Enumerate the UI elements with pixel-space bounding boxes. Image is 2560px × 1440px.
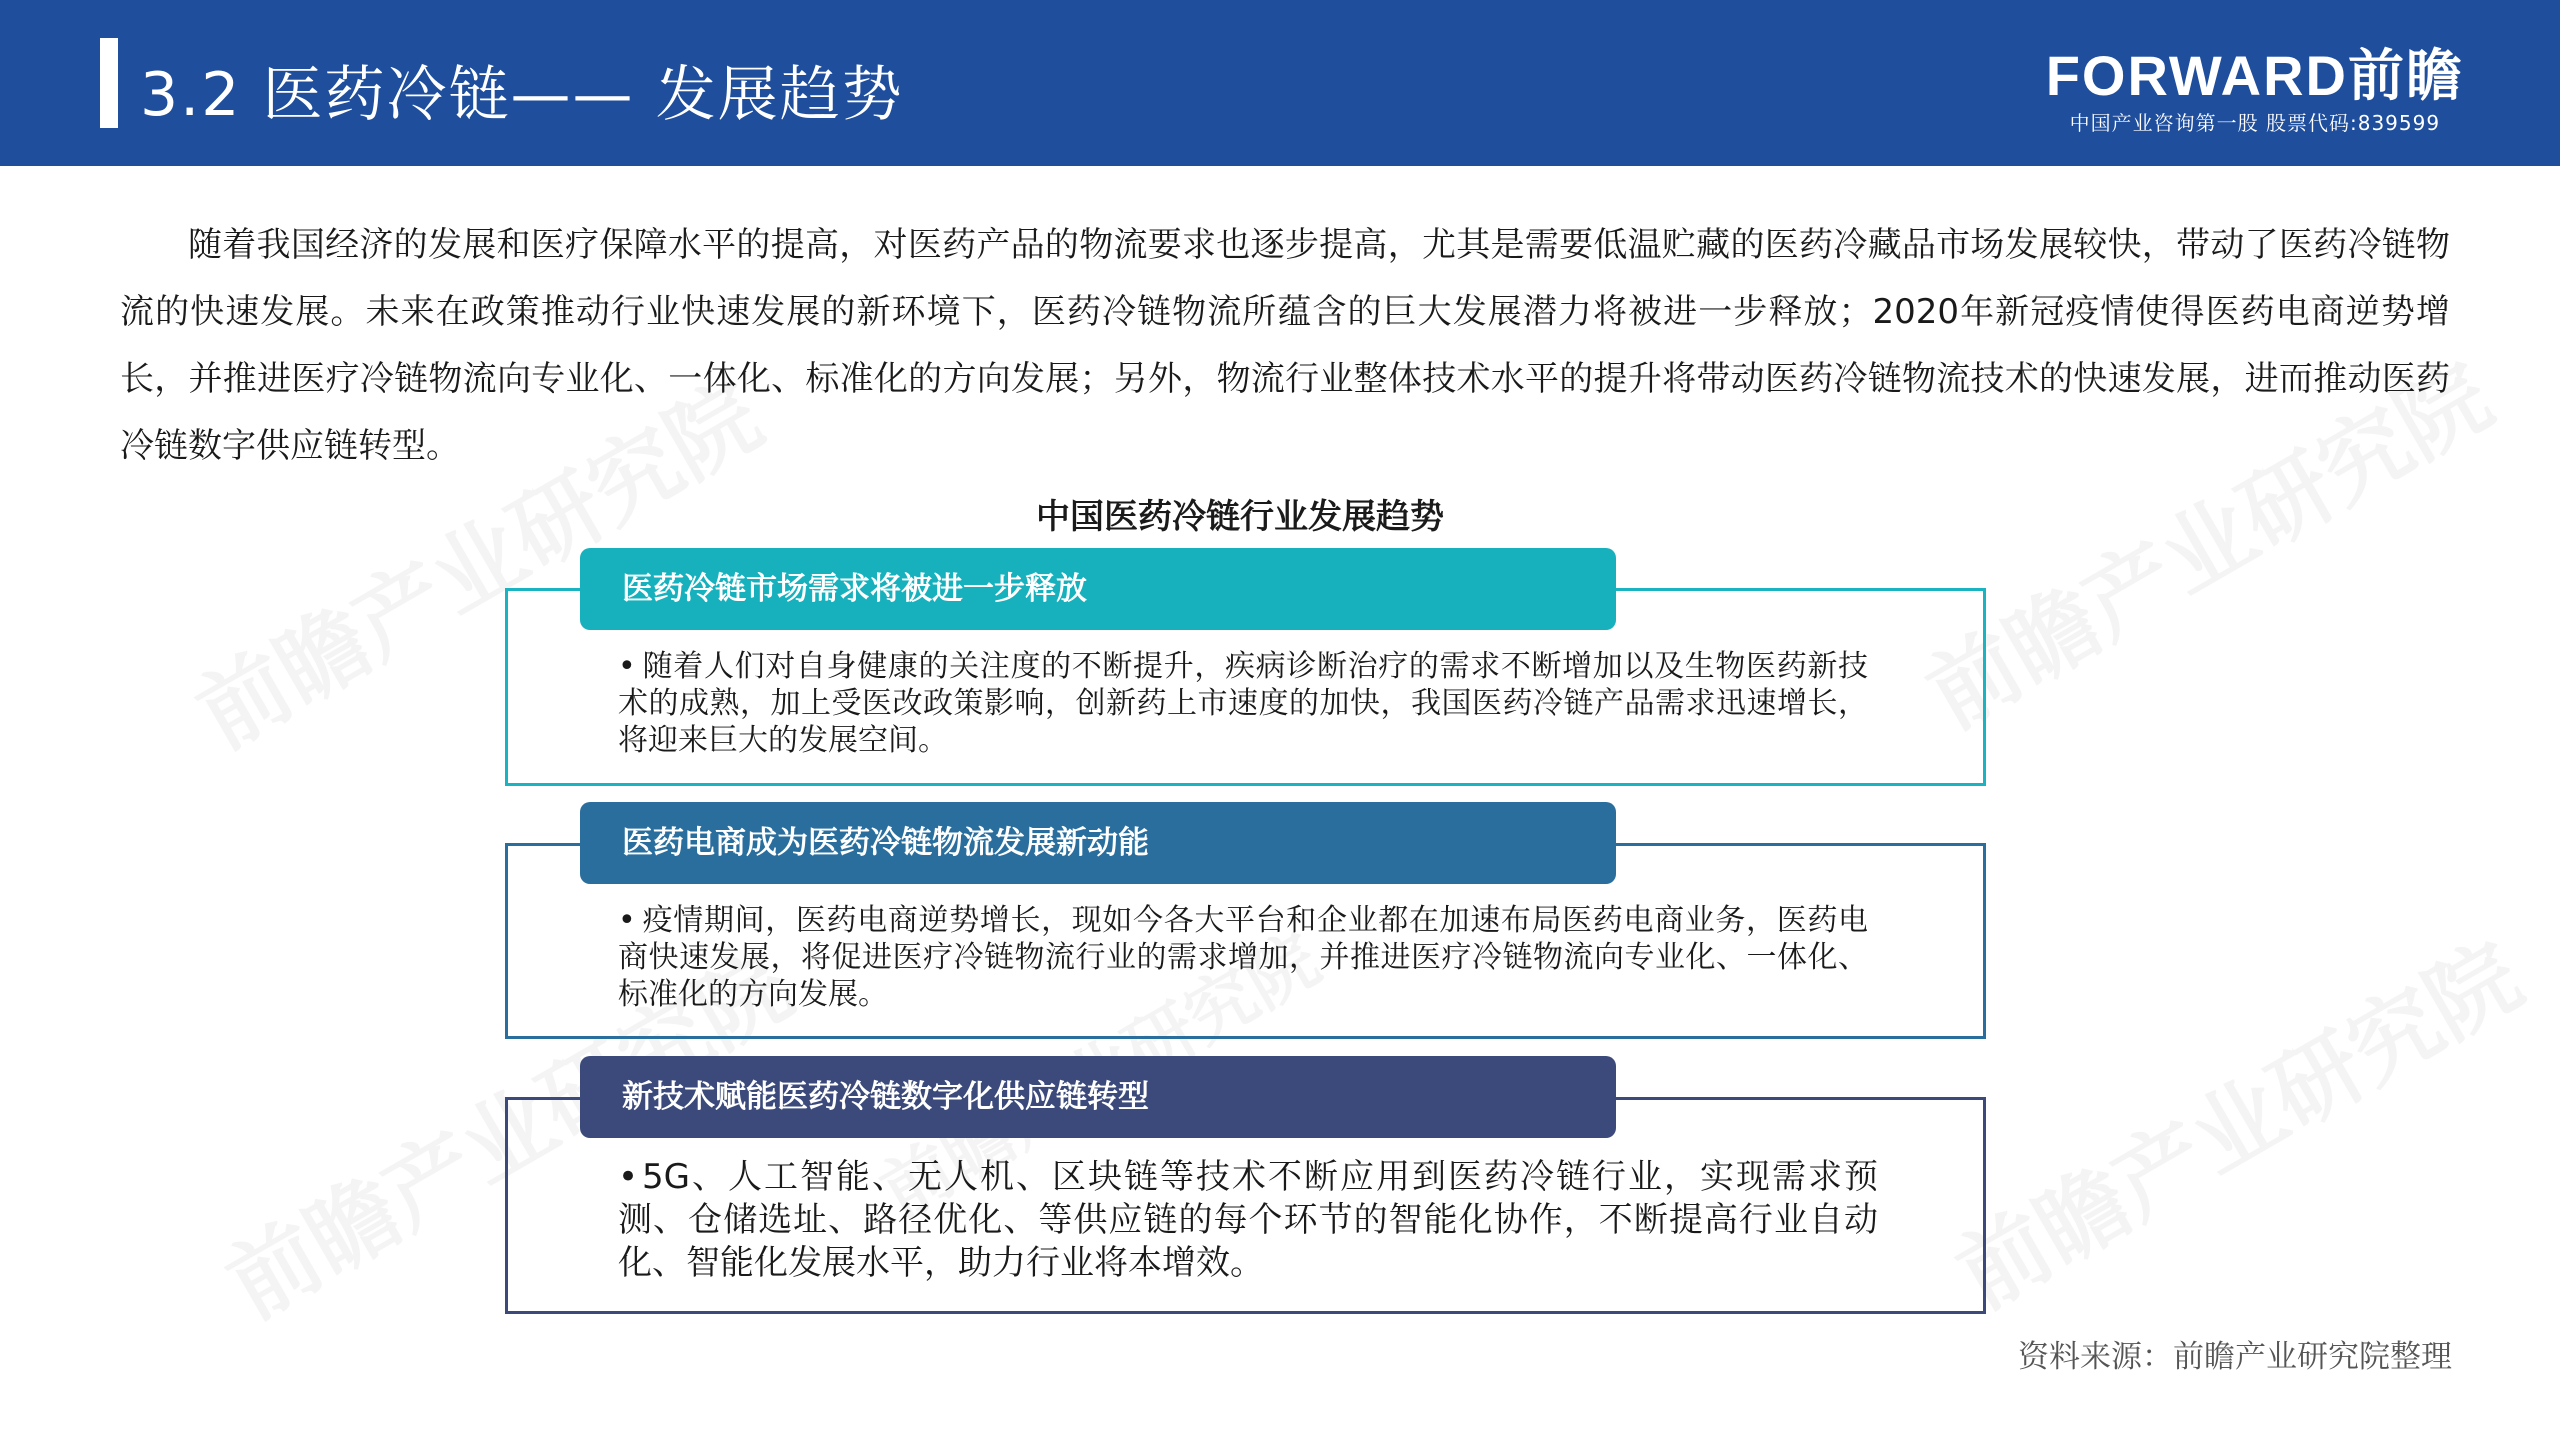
- brand-logo: [2046, 44, 2464, 138]
- brand-logo-text: FORWARD前瞻: [2045, 44, 2464, 107]
- trend-text-3: [618, 1156, 1878, 1285]
- bullet-icon: •: [618, 1157, 639, 1197]
- trend-text-2: [618, 902, 1868, 1013]
- trend-title-3: 新技术赋能医药冷链数字化供应链转型: [580, 1056, 1616, 1138]
- trend-title-1: 医药冷链市场需求将被进一步释放: [580, 548, 1616, 630]
- trend-title-2: 医药电商成为医药冷链物流发展新动能: [580, 802, 1616, 884]
- header-bar: [0, 0, 2560, 166]
- watermark: [1930, 905, 2541, 1333]
- source-note: 资料来源：前瞻产业研究院整理: [2018, 1339, 2452, 1375]
- trend-body-1: 随着人们对自身健康的关注度的不断提升，疾病诊断治疗的需求不断增加以及生物医药新技术的成熟，加上受医改政策影响，创新药上市速度的加快，我国医药冷链产品需求迅速增长，将迎来巨大的发展空间。: [618, 649, 1868, 758]
- brand-tagline: 中国产业咨询第一股 股票代码:839599: [2069, 111, 2441, 135]
- title-accent-bar: [100, 38, 118, 128]
- trend-text-1: [618, 648, 1868, 759]
- trend-body-3: 5G、人工智能、无人机、区块链等技术不断应用到医药冷链行业，实现需求预测、仓储选址、路径优化、等供应链的每个环节的智能化协作，不断提高行业自动化、智能化发展水平，助力行业将本增效。: [618, 1157, 1878, 1283]
- trend-body-2: 疫情期间，医药电商逆势增长，现如今各大平台和企业都在加速布局医药电商业务，医药电商快速发展，将促进医疗冷链物流行业的需求增加，并推进医疗冷链物流向专业化、一体化、标准化的方向发展。: [618, 903, 1868, 1012]
- intro-paragraph: 随着我国经济的发展和医疗保障水平的提高，对医药产品的物流要求也逐步提高，尤其是需要低温贮藏的医药冷藏品市场发展较快，带动了医药冷链物流的快速发展。未来在政策推动行业快速发展的新环境下，医药冷链物流所蕴含的巨大发展潜力将被进一步释放；2020年新冠疫情使得医药电商逆势增长，并推进医疗冷链物流向专业化、一体化、标准化的方向发展；另外，物流行业整体技术水平的提升将带动医药冷链物流技术的快速发展，进而推动医药冷链数字供应链转型。: [120, 225, 2450, 466]
- page-title: 3.2 医药冷链—— 发展趋势: [140, 60, 904, 130]
- chart-title: 中国医药冷链行业发展趋势: [1036, 497, 1444, 537]
- bullet-icon: •: [618, 649, 636, 684]
- bullet-icon: •: [618, 903, 636, 938]
